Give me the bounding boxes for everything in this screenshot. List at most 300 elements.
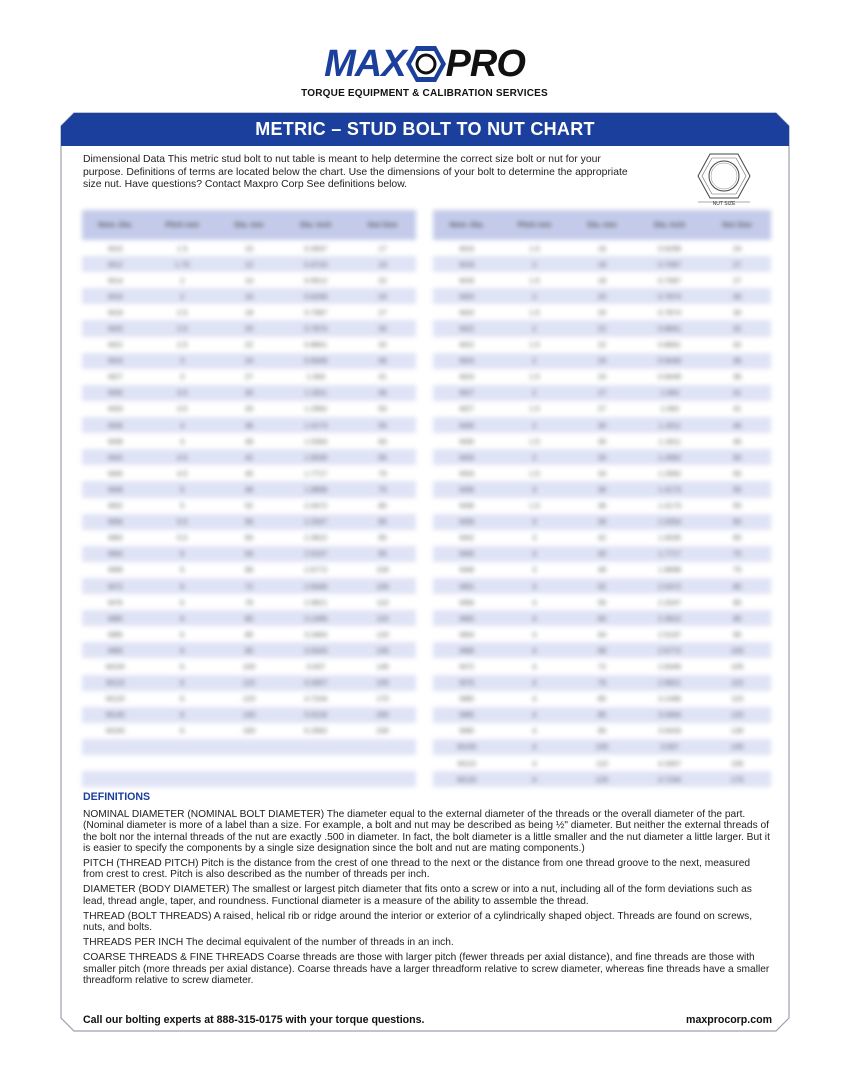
table-cell: 120 [376, 629, 389, 639]
table-cell: M80 [108, 613, 123, 623]
table-cell: 22 [378, 275, 387, 285]
table-cell: 75 [378, 484, 387, 494]
table-cell: 0.9449 [658, 372, 682, 382]
table-cell: 0.8661 [304, 340, 328, 350]
table-cell: 60 [733, 517, 742, 527]
table-cell: 36 [378, 356, 387, 366]
table-cell: 1.063 [306, 372, 326, 382]
table-cell: M33 [459, 452, 475, 462]
table-cell: M20 [459, 307, 475, 317]
column-header: Pitch mm [165, 220, 200, 229]
nut-size-label: NUT SIZE [712, 201, 736, 207]
table-cell: 2.3622 [658, 613, 682, 623]
table-cell: 30 [733, 291, 742, 301]
table-cell: 6 [180, 549, 185, 559]
table-row [433, 417, 771, 433]
table-cell: 24 [733, 243, 742, 253]
table-cell: M140 [106, 710, 125, 720]
table-row [433, 691, 771, 707]
table-cell: 36 [733, 356, 742, 366]
table-row [82, 353, 416, 369]
table-cell: M60 [459, 613, 475, 623]
table-cell: 4.5 [176, 452, 188, 462]
table-cell: 1.2992 [658, 468, 682, 478]
table-row [82, 562, 416, 578]
table-cell: M10 [108, 243, 123, 253]
table-cell: 46 [733, 436, 742, 446]
table-cell: 130 [376, 645, 389, 655]
table-cell: 5.5 [176, 517, 188, 527]
table-cell: 100 [376, 565, 389, 575]
column-header: Nom. Dia. [98, 220, 133, 229]
table-cell: 32 [378, 340, 387, 350]
table-cell: M24 [108, 356, 123, 366]
table-row [82, 288, 416, 304]
footer-phone-text: Call our bolting experts at 888-315-0175 with your torque questions. [83, 1014, 425, 1026]
page-title: METRIC – STUD BOLT TO NUT CHART [255, 119, 595, 139]
table-cell: 46 [378, 388, 387, 398]
table-cell: M160 [106, 726, 125, 736]
table-cell: 3.937 [306, 661, 326, 671]
table-cell: 0.7874 [658, 307, 682, 317]
table-cell: 6 [180, 613, 185, 623]
table-row [433, 755, 771, 771]
table-cell: 16 [597, 243, 607, 253]
table-cell: M85 [108, 629, 123, 639]
table-cell: 5.5 [176, 533, 188, 543]
table-cell: 6 [180, 726, 185, 736]
table-cell: 22 [244, 340, 254, 350]
table-cell: 60 [244, 533, 254, 543]
table-cell: 2 [180, 291, 185, 301]
table-cell: 10 [244, 243, 254, 253]
table-row [82, 723, 416, 739]
table-cell: 72 [244, 581, 254, 591]
table-cell: 140 [242, 710, 256, 720]
table-cell: 6 [180, 678, 185, 688]
table-cell: 2 [532, 420, 537, 430]
table-row [82, 449, 416, 465]
table-cell: 4 [180, 420, 185, 430]
table-cell: M48 [459, 565, 475, 575]
table-cell: 3 [532, 517, 537, 527]
table-row [433, 401, 771, 417]
table-cell: 2.6772 [658, 645, 682, 655]
table-cell: 1.063 [660, 404, 679, 414]
table-cell: 6 [180, 661, 185, 671]
table-cell: 120 [595, 774, 609, 784]
table-cell: 2.2047 [658, 597, 682, 607]
table-cell: M20 [108, 324, 123, 334]
table-cell: 120 [242, 694, 256, 704]
brand-logo [0, 44, 849, 84]
table-cell: 18 [597, 259, 607, 269]
table-row [433, 288, 771, 304]
table-row [433, 723, 771, 739]
table-cell: 1.75 [174, 259, 190, 269]
table-cell: 95 [378, 549, 387, 559]
table-cell: 1.5 [529, 307, 540, 317]
table-cell: 65 [378, 452, 387, 462]
table-row [433, 465, 771, 481]
table-cell: 46 [733, 420, 742, 430]
table-cell: 19 [378, 259, 387, 269]
table-cell: 2.6772 [304, 565, 328, 575]
table-cell: 18 [244, 307, 254, 317]
table-cell: 4 [532, 597, 537, 607]
table-cell: 1.5 [529, 501, 540, 511]
table-row [82, 272, 416, 288]
table-cell: 100 [595, 742, 609, 752]
table-cell: 2 [532, 259, 537, 269]
table-cell: M18 [459, 275, 475, 285]
table-cell: 18 [597, 275, 607, 285]
table-cell: 2.0472 [304, 501, 328, 511]
table-cell: M64 [459, 629, 475, 639]
table-row [82, 433, 416, 449]
table-cell: 2 [532, 452, 537, 462]
table-cell: 80 [733, 581, 742, 591]
table-cell: 65 [733, 533, 742, 543]
table-cell: 0.8661 [658, 340, 682, 350]
table-cell: 6 [180, 710, 185, 720]
table-cell: 36 [597, 484, 607, 494]
table-cell: M30 [459, 436, 475, 446]
table-cell: 3.937 [660, 742, 679, 752]
table-cell: M27 [459, 388, 475, 398]
definition-pitch: PITCH (THREAD PITCH) Pitch is the distance from the crest of one thread to the next or the distance from one thread groove to the next, measured from crest to crest. Pitch is also described as the number of threads per inch. [83, 858, 751, 881]
table-cell: 2.5 [176, 307, 188, 317]
brand-tagline: TORQUE EQUIPMENT & CALIBRATION SERVICES [301, 88, 548, 99]
table-cell: 110 [376, 597, 389, 607]
table-cell: 52 [244, 501, 254, 511]
table-cell: M24 [459, 356, 475, 366]
table-cell: 3 [532, 565, 537, 575]
table-row [82, 465, 416, 481]
table-row [433, 304, 771, 320]
table-cell: 1.1811 [658, 420, 681, 430]
table-cell: 41 [733, 404, 742, 414]
table-cell: 5.5118 [304, 710, 327, 720]
table-cell: M120 [106, 694, 125, 704]
table-cell: 6 [180, 629, 185, 639]
table-cell: 6 [180, 597, 185, 607]
definition-diameter: DIAMETER (BODY DIAMETER) The smallest or largest pitch diameter that fits onto a screw or into a nut, including all of the form deviations such as lead, thread angle, taper, and roundness. Functional diameter is a measure of the ability to assemble the thread. [83, 884, 752, 907]
table-cell: 80 [378, 501, 387, 511]
table-cell: 4 [532, 661, 537, 671]
table-cell: 4 [532, 758, 537, 768]
table-cell: 1.4173 [658, 484, 682, 494]
table-cell: 56 [597, 597, 607, 607]
table-cell: M45 [108, 468, 123, 478]
table-row [82, 369, 416, 385]
table-cell: 24 [378, 291, 387, 301]
table-cell: 20 [244, 324, 254, 334]
table-cell: 50 [733, 468, 742, 478]
table-cell: 42 [597, 533, 607, 543]
table-row [82, 530, 416, 546]
table-cell: 50 [733, 452, 742, 462]
table-cell: 0.5512 [304, 275, 328, 285]
table-cell: 3.1496 [658, 694, 682, 704]
table-cell: 70 [378, 468, 387, 478]
table-cell: M100 [457, 742, 477, 752]
table-cell: M30 [459, 420, 475, 430]
table-cell: 48 [244, 484, 254, 494]
table-cell: 41 [733, 388, 742, 398]
table-row [82, 739, 416, 755]
table-row [433, 498, 771, 514]
table-cell: 75 [733, 565, 742, 575]
table-cell: M27 [459, 404, 475, 414]
table-cell: 27 [733, 259, 742, 269]
table-row [433, 546, 771, 562]
table-cell: M22 [459, 324, 475, 334]
table-cell: 60 [597, 613, 607, 623]
table-row [433, 272, 771, 288]
table-cell: 3.5433 [658, 726, 682, 736]
table-cell: 22 [597, 324, 607, 334]
right-size-table [433, 210, 771, 787]
table-row [82, 691, 416, 707]
table-cell: M42 [459, 533, 475, 543]
table-cell: 6 [180, 565, 185, 575]
table-cell: M80 [459, 694, 475, 704]
table-cell: M120 [457, 774, 477, 784]
table-cell: 2 [532, 324, 537, 334]
column-header: Dia. inch [300, 220, 332, 229]
table-cell: 32 [733, 324, 742, 334]
table-row [433, 320, 771, 336]
table-row [82, 755, 416, 771]
table-cell: 36 [597, 501, 607, 511]
table-cell: 30 [244, 388, 254, 398]
table-cell: M52 [459, 581, 475, 591]
table-cell: 4.5 [176, 468, 188, 478]
table-cell: 0.9449 [658, 356, 682, 366]
table-cell: 160 [242, 726, 256, 736]
table-cell: M64 [108, 549, 123, 559]
table-cell: 3 [180, 372, 185, 382]
definitions-section [83, 792, 773, 990]
table-cell: 16 [244, 291, 254, 301]
table-cell: 36 [244, 420, 254, 430]
table-cell: M90 [108, 645, 123, 655]
table-cell: 14 [244, 275, 254, 285]
table-cell: 45 [244, 468, 254, 478]
table-cell: 2.5197 [304, 549, 328, 559]
table-cell: 2.5 [176, 324, 188, 334]
table-cell: 105 [376, 581, 389, 591]
table-cell: M22 [459, 340, 475, 350]
table-cell: M52 [108, 501, 123, 511]
table-cell: 1.7717 [658, 549, 682, 559]
table-cell: 95 [733, 629, 742, 639]
table-row [433, 433, 771, 449]
table-cell: 90 [597, 726, 607, 736]
table-cell: M36 [459, 501, 475, 511]
table-cell: 1.6535 [304, 452, 328, 462]
definition-threads-per-inch: THREADS PER INCH The decimal equivalent of the number of threads in an inch. [83, 937, 454, 949]
table-cell: 3 [532, 533, 537, 543]
table-cell: 115 [376, 613, 389, 623]
table-cell: 0.9449 [304, 356, 328, 366]
table-cell: 6 [180, 581, 185, 591]
table-cell: M39 [459, 517, 475, 527]
table-cell: 33 [244, 404, 254, 414]
table-cell: 115 [731, 694, 744, 704]
table-cell: 85 [378, 517, 387, 527]
table-cell: 130 [730, 726, 744, 736]
table-cell: 2.8346 [304, 581, 328, 591]
logo-pro-text: PRO [445, 43, 525, 85]
table-cell: 1.8898 [658, 565, 682, 575]
definition-nominal-diameter: NOMINAL DIAMETER (NOMINAL BOLT DIAMETER) The diameter equal to the external diameter of the threads or the overall diameter of the part. (Nominal diameter is more of a label than a size. For example, a bolt and nut may be described as being ½" diameter. But neither the external threads of the bolt nor the internal threads of the nut are exactly .500 in diameter. In fact, the bolt diameter is a little smaller and the nut diameter a little larger. But it is easier to specify the components by a single size designation since the bolt and nut are mating components.) [83, 809, 770, 854]
table-cell: 2.5 [176, 340, 188, 350]
table-row [82, 481, 416, 497]
table-cell: 52 [597, 581, 607, 591]
table-cell: 6 [180, 694, 185, 704]
logo-max-text: MAX [324, 43, 406, 85]
table-cell: 4.7244 [304, 694, 328, 704]
table-cell: 3.5433 [304, 645, 328, 655]
table-cell: 1.5 [529, 275, 540, 285]
table-cell: 4 [532, 678, 537, 688]
table-cell: 1.5 [529, 340, 540, 350]
table-cell: 0.7087 [658, 259, 682, 269]
table-cell: 3 [532, 549, 537, 559]
table-cell: 22 [597, 340, 607, 350]
table-cell: 2 [532, 291, 537, 301]
table-row [82, 675, 416, 691]
table-cell: 76 [244, 597, 254, 607]
table-cell: 6.2992 [304, 726, 328, 736]
table-cell: 4 [532, 742, 537, 752]
table-cell: 27 [733, 275, 742, 285]
table-cell: 85 [597, 710, 607, 720]
table-cell: 1.2992 [658, 452, 682, 462]
table-row [433, 514, 771, 530]
table-cell: 1.063 [660, 388, 679, 398]
table-cell: M18 [108, 307, 123, 317]
table-cell: 2 [532, 356, 537, 366]
right_table-header-row [433, 210, 771, 240]
table-cell: 4 [532, 645, 537, 655]
table-cell: 30 [378, 324, 387, 334]
table-cell: M18 [459, 259, 475, 269]
table-cell: M100 [106, 661, 125, 671]
table-cell: 32 [733, 340, 742, 350]
table-cell: M56 [108, 517, 123, 527]
table-row [82, 546, 416, 562]
table-cell: 33 [597, 452, 607, 462]
table-cell: 80 [244, 613, 254, 623]
table-row [82, 401, 416, 417]
footer-website-link[interactable]: maxprocorp.com [686, 1014, 772, 1026]
column-header: Nom. Dia. [449, 220, 485, 229]
table-cell: M16 [459, 243, 475, 253]
table-row [82, 642, 416, 658]
table-cell: 4 [532, 774, 537, 784]
table-cell: 145 [376, 661, 389, 671]
table-cell: M33 [108, 404, 123, 414]
table-cell: M12 [108, 259, 123, 269]
table-cell: 120 [730, 710, 744, 720]
table-row [433, 530, 771, 546]
table-cell: 80 [597, 694, 607, 704]
table-cell: 17 [378, 243, 387, 253]
table-cell: M20 [459, 291, 475, 301]
table-cell: 3 [180, 356, 185, 366]
table-cell: 4 [532, 710, 537, 720]
table-cell: 1.6535 [658, 533, 682, 543]
left_table-header-row [82, 210, 416, 240]
intro-text: Dimensional Data This metric stud bolt to nut table is meant to help determine the correct size bolt or nut for your purpose. Definitions of terms are located below the chart. Use the dimensions of your bolt to determine the appropriate size nut. Have questions? Contact Maxpro Corp See definitions below. [83, 154, 628, 191]
table-cell: 76 [597, 678, 607, 688]
table-cell: 64 [244, 549, 254, 559]
table-cell: M56 [459, 597, 475, 607]
table-cell: M27 [108, 372, 123, 382]
table-cell: 0.7874 [304, 324, 328, 334]
table-cell: 100 [242, 661, 256, 671]
table-row [82, 385, 416, 401]
table-row [82, 498, 416, 514]
table-cell: M45 [459, 549, 475, 559]
table-cell: 100 [730, 645, 744, 655]
table-cell: 1.5 [529, 243, 540, 253]
table-cell: M76 [459, 678, 475, 688]
table-cell: 4.7244 [658, 774, 682, 784]
table-cell: 1.5 [176, 243, 188, 253]
table-cell: M36 [459, 484, 475, 494]
table-cell: 3.5 [176, 388, 188, 398]
table-cell: 68 [597, 645, 607, 655]
table-row [82, 578, 416, 594]
column-header: Dia. mm [234, 220, 264, 229]
table-cell: 0.7087 [304, 307, 328, 317]
table-row [433, 353, 771, 369]
table-cell: 2.8346 [658, 661, 682, 671]
table-row [433, 369, 771, 385]
table-cell: 3 [532, 484, 537, 494]
table-cell: 170 [730, 774, 744, 784]
table-cell: 60 [378, 436, 387, 446]
table-cell: 30 [597, 436, 607, 446]
table-cell: 4 [532, 613, 537, 623]
table-cell: M36 [108, 420, 123, 430]
table-cell: M24 [459, 372, 475, 382]
table-cell: 1.5354 [658, 517, 682, 527]
table-cell: 2 [180, 275, 185, 285]
table-row [433, 256, 771, 272]
table-cell: 2.0472 [658, 581, 682, 591]
table-cell: 4.3307 [658, 758, 682, 768]
table-cell: 1.4173 [304, 420, 328, 430]
table-cell: M72 [459, 661, 475, 671]
table-cell: M30 [108, 388, 123, 398]
table-cell: 4 [532, 694, 537, 704]
table-row [433, 594, 771, 610]
table-cell: 20 [597, 307, 607, 317]
table-cell: 1.2992 [304, 404, 328, 414]
table-row [82, 514, 416, 530]
table-row [433, 642, 771, 658]
table-cell: 0.6299 [658, 243, 682, 253]
table-cell: 110 [243, 678, 255, 688]
table-cell: 36 [733, 372, 742, 382]
table-cell: 90 [244, 645, 254, 655]
table-cell: 155 [376, 678, 389, 688]
